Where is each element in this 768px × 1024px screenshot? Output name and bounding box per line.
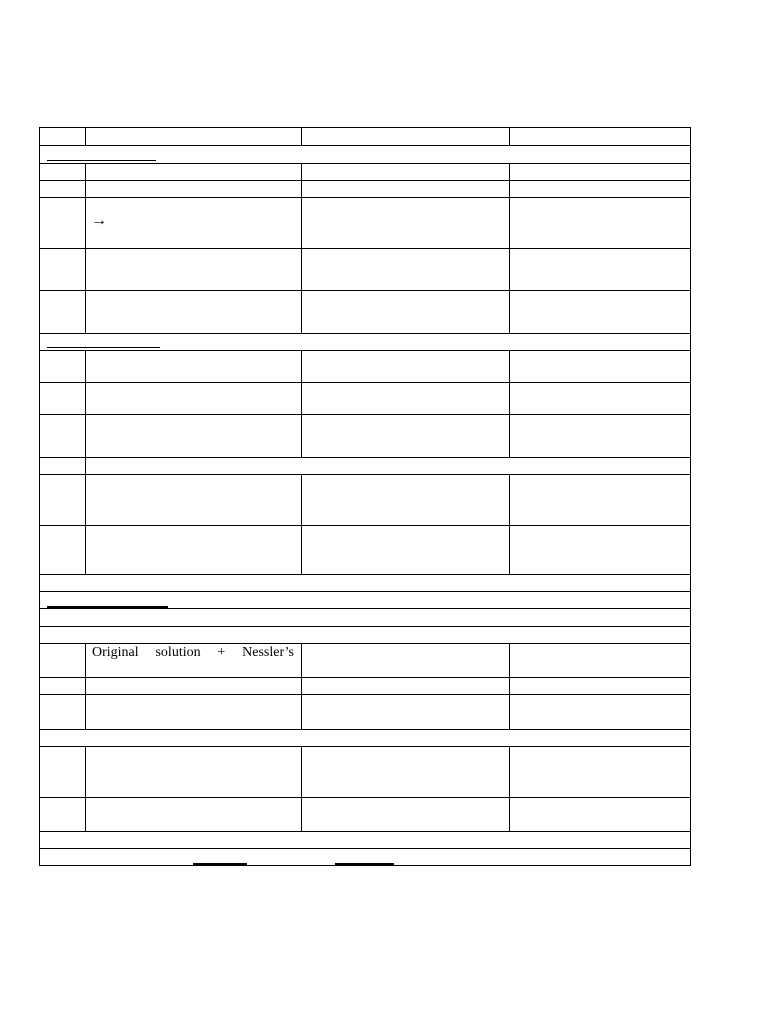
row-line — [39, 350, 691, 351]
row-line — [39, 333, 691, 334]
col-line — [85, 643, 86, 730]
table-border-left — [39, 127, 40, 866]
row-line — [39, 474, 691, 475]
row-line — [39, 574, 691, 575]
col-line — [301, 474, 302, 575]
table-border-right — [690, 127, 691, 866]
row-line — [39, 290, 691, 291]
section-heading-underline — [47, 606, 168, 608]
row-line — [39, 848, 691, 849]
col-line — [85, 163, 86, 334]
row-line — [39, 729, 691, 730]
col-line — [509, 163, 510, 334]
row-line — [39, 163, 691, 164]
blank-underline — [335, 863, 394, 865]
col-line — [301, 643, 302, 730]
row-line — [39, 382, 691, 383]
row-line — [39, 831, 691, 832]
table-border-bottom — [39, 865, 691, 866]
col-line — [85, 350, 86, 575]
col-line — [509, 350, 510, 458]
row-line — [39, 248, 691, 249]
row-line — [39, 643, 691, 644]
right-arrow-icon: → — [91, 212, 107, 229]
row-line — [39, 608, 691, 609]
col-line — [509, 643, 510, 730]
row-line — [39, 457, 691, 458]
col-line — [509, 127, 510, 146]
col-line — [85, 746, 86, 832]
col-line — [301, 350, 302, 458]
col-line — [301, 163, 302, 334]
row-line — [39, 197, 691, 198]
col-line — [301, 746, 302, 832]
observation-cell-text: Original solution + Nessler’s — [92, 645, 294, 660]
row-line — [39, 694, 691, 695]
row-line — [39, 180, 691, 181]
row-line — [39, 591, 691, 592]
row-line — [39, 525, 691, 526]
row-line — [39, 414, 691, 415]
blank-underline — [193, 863, 247, 865]
row-line — [39, 145, 691, 146]
row-line — [39, 677, 691, 678]
row-line — [39, 626, 691, 627]
section-heading-underline — [47, 347, 160, 348]
row-line — [39, 746, 691, 747]
col-line — [509, 474, 510, 575]
col-line — [85, 127, 86, 146]
table-border-top — [39, 127, 691, 128]
row-line — [39, 797, 691, 798]
col-line — [509, 746, 510, 832]
section-heading-underline — [47, 160, 156, 161]
col-line — [301, 127, 302, 146]
